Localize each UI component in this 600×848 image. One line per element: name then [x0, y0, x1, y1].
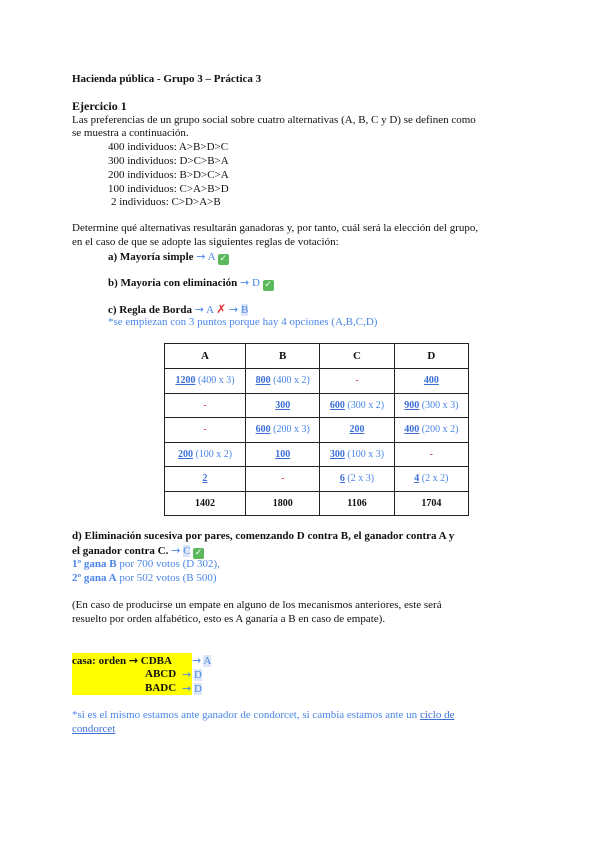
table-row [165, 418, 469, 443]
arrow-icon: → [171, 544, 181, 557]
table-row [165, 467, 469, 492]
exercise-heading: Ejercicio 1 [72, 99, 127, 113]
cell-detail: (400 x 3) [197, 375, 235, 387]
case-winner: D [193, 683, 202, 695]
cell-value[interactable]: 400 [423, 375, 439, 387]
answer-b [108, 276, 274, 291]
preference-item: 200 individuos: B>D>C>A [108, 169, 229, 181]
arrow-icon: → [182, 682, 192, 695]
cell-detail: (300 x 2) [347, 399, 385, 411]
cell-dash: - [429, 448, 433, 460]
table-cell [165, 369, 246, 394]
table-cell [320, 467, 394, 492]
preference-item: 2 individuos: C>D>A>B [111, 196, 221, 208]
arrow-icon: → [194, 303, 204, 316]
step-2-text: por 502 votos (B 500) [119, 572, 217, 584]
preference-item: 400 individuos: A>B>D>C [108, 141, 229, 153]
answer-d [72, 544, 204, 559]
cell-detail: (100 x 3) [347, 448, 385, 460]
check-icon: ✓ [219, 254, 228, 264]
case-result [182, 682, 202, 695]
cell-detail: (2 x 2) [421, 473, 449, 485]
cell-value[interactable]: 100 [275, 448, 291, 460]
question-line-1: Determine qué alternativas resultarán ganadoras y, por tanto, cuál será la elección del grupo, [72, 222, 479, 234]
table-cell [394, 393, 468, 418]
step-1-label: 1º gana B [72, 558, 117, 570]
answer-b-result: D [251, 277, 260, 289]
cell-value[interactable]: 4 [414, 473, 420, 485]
table-cell [246, 442, 320, 467]
condorcet-link[interactable]: condorcet [72, 723, 116, 735]
answer-d-line-1: d) Eliminación sucesiva por pares, comenzando D contra B, el ganador contra A y [72, 530, 455, 542]
cell-value[interactable]: 2 [202, 473, 208, 485]
answer-c-wrong-result: A [206, 304, 214, 316]
table-header: B [246, 344, 320, 369]
table-cell [394, 467, 468, 492]
tie-note-line-1: (En caso de producirse un empate en alguno de los mecanismos anteriores, este será [72, 599, 442, 611]
question-line-2: en el caso de que se adopte las siguientes reglas de votación: [72, 236, 339, 248]
total-cell: 1704 [394, 491, 468, 516]
cell-dash: - [281, 473, 285, 485]
answer-d-result: C [183, 545, 191, 557]
table-row [165, 393, 469, 418]
cell-dash: - [355, 375, 359, 387]
table-cell [320, 369, 394, 394]
table-cell [165, 418, 246, 443]
table-header: D [394, 344, 468, 369]
answer-c [108, 302, 248, 316]
tie-note-line-2: resuelto por orden alfabético, esto es A ganaría a B en caso de empate). [72, 613, 386, 625]
condorcet-note-line-2 [72, 723, 115, 735]
preference-item: 300 individuos: D>C>B>A [108, 155, 229, 167]
case-label: casa: orden [72, 655, 127, 667]
arrow-icon: → [128, 654, 139, 667]
cell-value[interactable]: 900 [404, 399, 420, 411]
intro-line-2: se muestra a continuación. [72, 127, 189, 139]
total-cell: 1800 [246, 491, 320, 516]
table-cell [246, 418, 320, 443]
borda-note: *se empiezan con 3 puntos porque hay 4 opciones (A,B,C,D) [108, 316, 378, 328]
table-row [165, 369, 469, 394]
table-cell [320, 442, 394, 467]
table-totals-row [165, 491, 469, 516]
case-result [192, 654, 211, 667]
answer-c-label: c) Regla de Borda [108, 304, 193, 316]
cell-value[interactable]: 600 [329, 399, 345, 411]
condorcet-note-text: *si es el mismo estamos ante ganador de condorcet, si cambia estamos ante un [72, 709, 418, 721]
cell-detail: (2 x 3) [347, 473, 375, 485]
arrow-icon: → [229, 303, 239, 316]
cell-detail: (200 x 3) [273, 424, 310, 436]
table-cell [394, 369, 468, 394]
case-result [182, 668, 202, 681]
table-cell [246, 467, 320, 492]
cell-detail: (400 x 2) [273, 375, 310, 387]
preference-item: 100 individuos: C>A>B>D [108, 183, 229, 195]
condorcet-link[interactable]: ciclo de [419, 709, 455, 721]
table-cell [320, 393, 394, 418]
cell-value[interactable]: 200 [177, 448, 193, 460]
table-header: A [165, 344, 246, 369]
cell-value[interactable]: 1200 [175, 375, 196, 387]
cross-icon: ✗ [216, 302, 227, 316]
table-cell [165, 393, 246, 418]
total-cell: 1106 [320, 491, 394, 516]
check-icon: ✓ [194, 548, 203, 558]
condorcet-note [72, 709, 454, 721]
intro-line-1: Las preferencias de un grupo social sobre cuatro alternativas (A, B, C y D) se definen como [72, 114, 476, 126]
answer-d-label: el ganador contra C. [72, 545, 169, 557]
cell-detail: (200 x 2) [421, 424, 459, 436]
cell-dash: - [203, 399, 207, 411]
table-cell [246, 369, 320, 394]
case-order: CDBA [140, 655, 172, 667]
table-cell [165, 467, 246, 492]
table-cell [320, 418, 394, 443]
cell-value[interactable]: 400 [404, 424, 420, 436]
case-order: ABCD [145, 668, 177, 680]
case-order: BADC [145, 682, 177, 694]
arrow-icon: → [196, 250, 206, 263]
table-cell [165, 442, 246, 467]
table-cell [394, 418, 468, 443]
table-row [165, 442, 469, 467]
cell-value[interactable]: 800 [255, 375, 271, 387]
answer-b-label: b) Mayoría con eliminación [108, 277, 238, 289]
step-1-text: por 700 votos (D 302), [119, 558, 220, 570]
answer-c-result: B [241, 304, 249, 316]
cell-dash: - [203, 424, 207, 436]
case-winner: D [193, 669, 202, 681]
cell-detail: (300 x 3) [421, 399, 459, 411]
arrow-icon: → [182, 668, 192, 681]
page-title: Hacienda pública - Grupo 3 – Práctica 3 [72, 73, 262, 85]
answer-a-label: a) Mayoría simple [108, 251, 194, 263]
answer-a [108, 250, 229, 265]
cell-value[interactable]: 6 [339, 473, 345, 485]
table-cell [394, 442, 468, 467]
check-icon: ✓ [264, 280, 272, 290]
cell-detail: (100 x 2) [195, 448, 233, 460]
table-cell [246, 393, 320, 418]
pairwise-step-2 [72, 572, 217, 584]
table-header-row [165, 344, 469, 369]
borda-table [164, 343, 469, 516]
total-cell: 1402 [165, 491, 246, 516]
cell-value[interactable]: 300 [329, 448, 345, 460]
case-winner: A [203, 655, 212, 667]
arrow-icon: → [240, 276, 250, 289]
answer-a-result: A [207, 251, 216, 263]
cell-value[interactable]: 300 [275, 399, 291, 411]
case-order-row [72, 654, 172, 667]
pairwise-step-1 [72, 558, 220, 570]
arrow-icon: → [192, 654, 202, 667]
cell-value[interactable]: 600 [255, 424, 271, 436]
cell-value[interactable]: 200 [349, 424, 365, 436]
step-2-label: 2º gana A [72, 572, 117, 584]
table-header: C [320, 344, 394, 369]
